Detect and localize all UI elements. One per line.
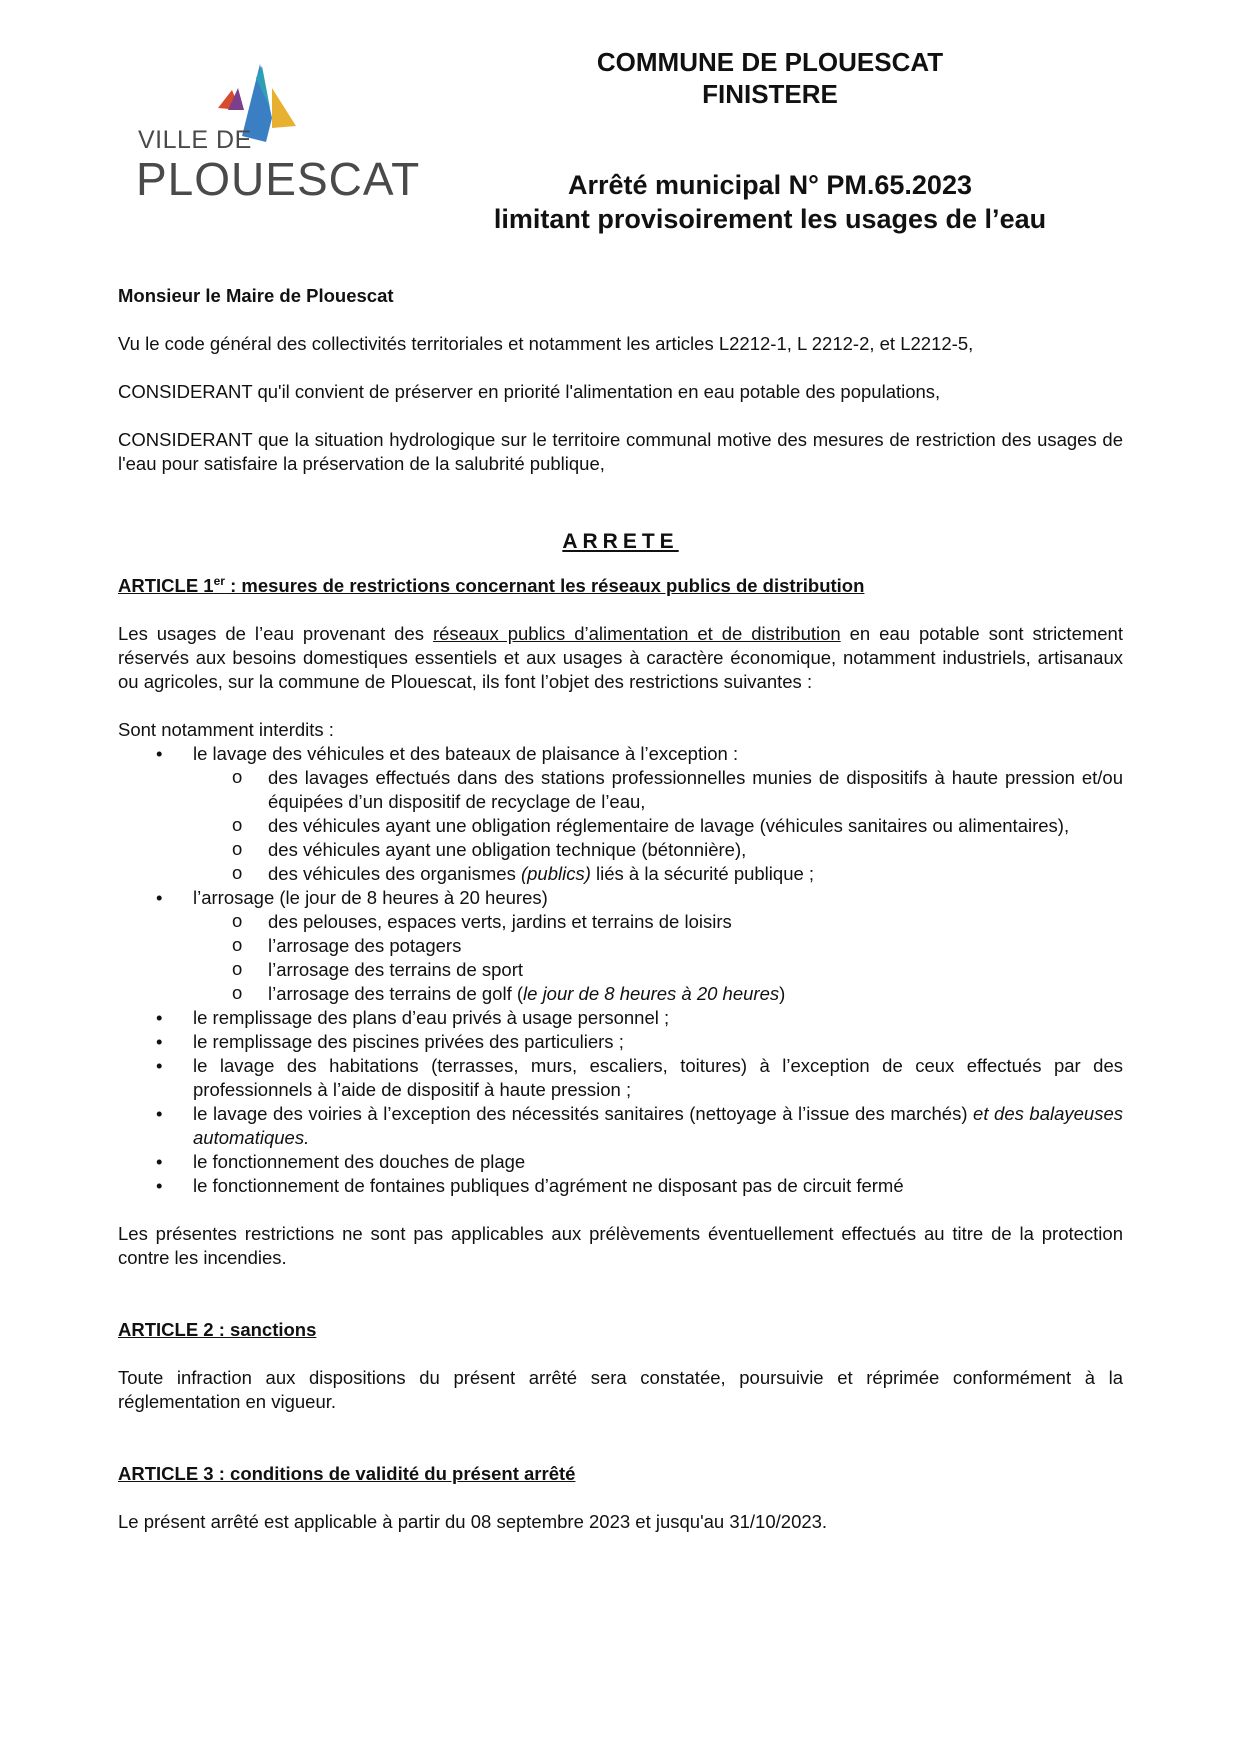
list-item [118,1030,1123,1054]
circle-bullet-icon: o [232,958,243,979]
bullet-icon: • [156,887,163,908]
list-item [118,1150,1123,1174]
department-name: FINISTERE [702,79,838,109]
logo-text-small: VILLE DE [138,126,252,154]
list-item-text: le lavage des voiries à l’exception des nécessités sanitaires (nettoyage à l’issue des marchés) [193,1103,974,1124]
sub-list-item [118,982,1123,1006]
list-item-text: l’arrosage (le jour de 8 heures à 20 heures) [193,887,548,908]
circle-bullet-icon: o [232,910,243,931]
sub-list-item-text: des véhicules des organismes [268,863,521,884]
circle-bullet-icon: o [232,838,243,859]
article-1-title [118,574,1123,598]
circle-bullet-icon: o [232,982,243,1003]
list-item-italic: et des balayeuses automatiques. [193,1103,1123,1148]
authority: Monsieur le Maire de Plouescat [118,285,394,306]
list-item [118,1054,1123,1102]
bullet-icon: • [156,1007,163,1028]
list-item [118,1006,1123,1030]
sub-list-item-text: l’arrosage des terrains de golf ( [268,983,524,1004]
ville-de-plouescat-logo [136,58,421,208]
article-2-text: Toute infraction aux dispositions du présent arrêté sera constatée, poursuivie et réprimée conformément à la réglementation en vigueur. [118,1367,1123,1412]
list-item [118,1102,1123,1150]
vu-paragraph: Vu le code général des collectivités territoriales et notamment les articles L2212-1, L 2212-2, et L2212-5, [118,333,974,354]
sub-list-item [118,766,1123,814]
arrete-heading: ARRETE [562,530,679,553]
sub-list-item-text: des véhicules ayant une obligation technique (bétonnière), [268,839,747,860]
title-line-1: Arrêté municipal N° PM.65.2023 [568,170,972,200]
sub-list-item-text: des pelouses, espaces verts, jardins et terrains de loisirs [268,911,732,932]
article-1-intro [118,622,1123,694]
circle-bullet-icon: o [232,766,243,787]
list-item [118,742,1123,766]
sub-list-item [118,910,1123,934]
article-1-title-rest: : mesures de restrictions concernant les réseaux publics de distribution [224,575,865,596]
sub-list-item [118,862,1123,886]
circle-bullet-icon: o [232,814,243,835]
circle-bullet-icon: o [232,934,243,955]
bullet-icon: • [156,1055,163,1076]
sub-list-item [118,958,1123,982]
sub-list-item-text: liés à la sécurité publique ; [590,863,815,884]
article-3-title: ARTICLE 3 : conditions de validité du présent arrêté [118,1463,576,1484]
bullet-icon: • [156,1031,163,1052]
title-line-2: limitant provisoirement les usages de l’eau [493,204,1047,234]
sub-list-item-text: ) [779,983,786,1004]
list-item-text: le remplissage des plans d’eau privés à usage personnel ; [193,1007,670,1028]
bullet-icon: • [156,1103,163,1124]
forbidden-intro: Sont notamment interdits : [118,719,334,740]
circle-bullet-icon: o [232,862,243,883]
considerant-1: CONSIDERANT qu'il convient de préserver en priorité l'alimentation en eau potable des populations, [118,381,941,402]
sub-list-item [118,814,1123,838]
intro-text-a: Les usages de l’eau provenant des [118,623,433,644]
bullet-icon: • [156,1151,163,1172]
sub-list-item [118,838,1123,862]
article-1-closing: Les présentes restrictions ne sont pas applicables aux prélèvements éventuellement effectués au titre de la protection contre les incendies. [118,1223,1123,1268]
sub-list-item [118,934,1123,958]
intro-text-b: en eau potable sont strictement réservés aux besoins domestiques essentiels et aux usages à caractère économique, notamment industriels, artisanaux ou agricoles, sur la commune de Plouescat, ils font l’objet des restrictions suivantes : [118,623,1123,692]
article-3-text: Le présent arrêté est applicable à partir du 08 septembre 2023 et jusqu'au 31/10/2023. [118,1511,828,1532]
sub-list-item-text: l’arrosage des terrains de sport [268,959,524,980]
bullet-icon: • [156,1175,163,1196]
sub-list-item-italic: (publics) [520,863,591,884]
considerant-2: CONSIDERANT que la situation hydrologique sur le territoire communal motive des mesures de restriction des usages de l'eau pour satisfaire la préservation de la salubrité publique, [118,429,1123,474]
document-body [118,284,1123,1534]
document-title [440,168,1100,236]
intro-underlined-text: réseaux publics d’alimentation et de distribution [432,623,841,644]
commune-name: COMMUNE DE PLOUESCAT [596,47,944,77]
list-item-text: le fonctionnement des douches de plage [193,1151,526,1172]
sub-list-item-text: l’arrosage des potagers [268,935,462,956]
list-item-text: le lavage des habitations (terrasses, murs, escaliers, toitures) à l’exception de ceux effectués par des professionnels à l’aide de dispositif à haute pression ; [193,1055,1123,1100]
bullet-icon: • [156,743,163,764]
sub-list-item-text: des lavages effectués dans des stations professionnelles munies de dispositifs à haute pression et/ou équipées d’un dispositif de recyclage de l’eau, [268,767,1123,812]
list-item-text: le fonctionnement de fontaines publiques d’agrément ne disposant pas de circuit fermé [193,1175,904,1196]
list-item [118,1174,1123,1198]
article-1-title-prefix: ARTICLE 1 [118,575,214,596]
logo-text-big: PLOUESCAT [136,153,421,205]
sub-list-item-italic: le jour de 8 heures à 20 heures [523,983,780,1004]
list-item-text: le lavage des véhicules et des bateaux de plaisance à l’exception : [193,743,739,764]
list-item-text: le remplissage des piscines privées des particuliers ; [193,1031,624,1052]
sub-list-item-text: des véhicules ayant une obligation réglementaire de lavage (véhicules sanitaires ou alimentaires), [268,815,1070,836]
restrictions-list [118,742,1123,1198]
article-2-title: ARTICLE 2 : sanctions [118,1319,317,1340]
article-1-title-sup: er [213,573,225,588]
list-item [118,886,1123,910]
commune-header [440,46,1100,110]
